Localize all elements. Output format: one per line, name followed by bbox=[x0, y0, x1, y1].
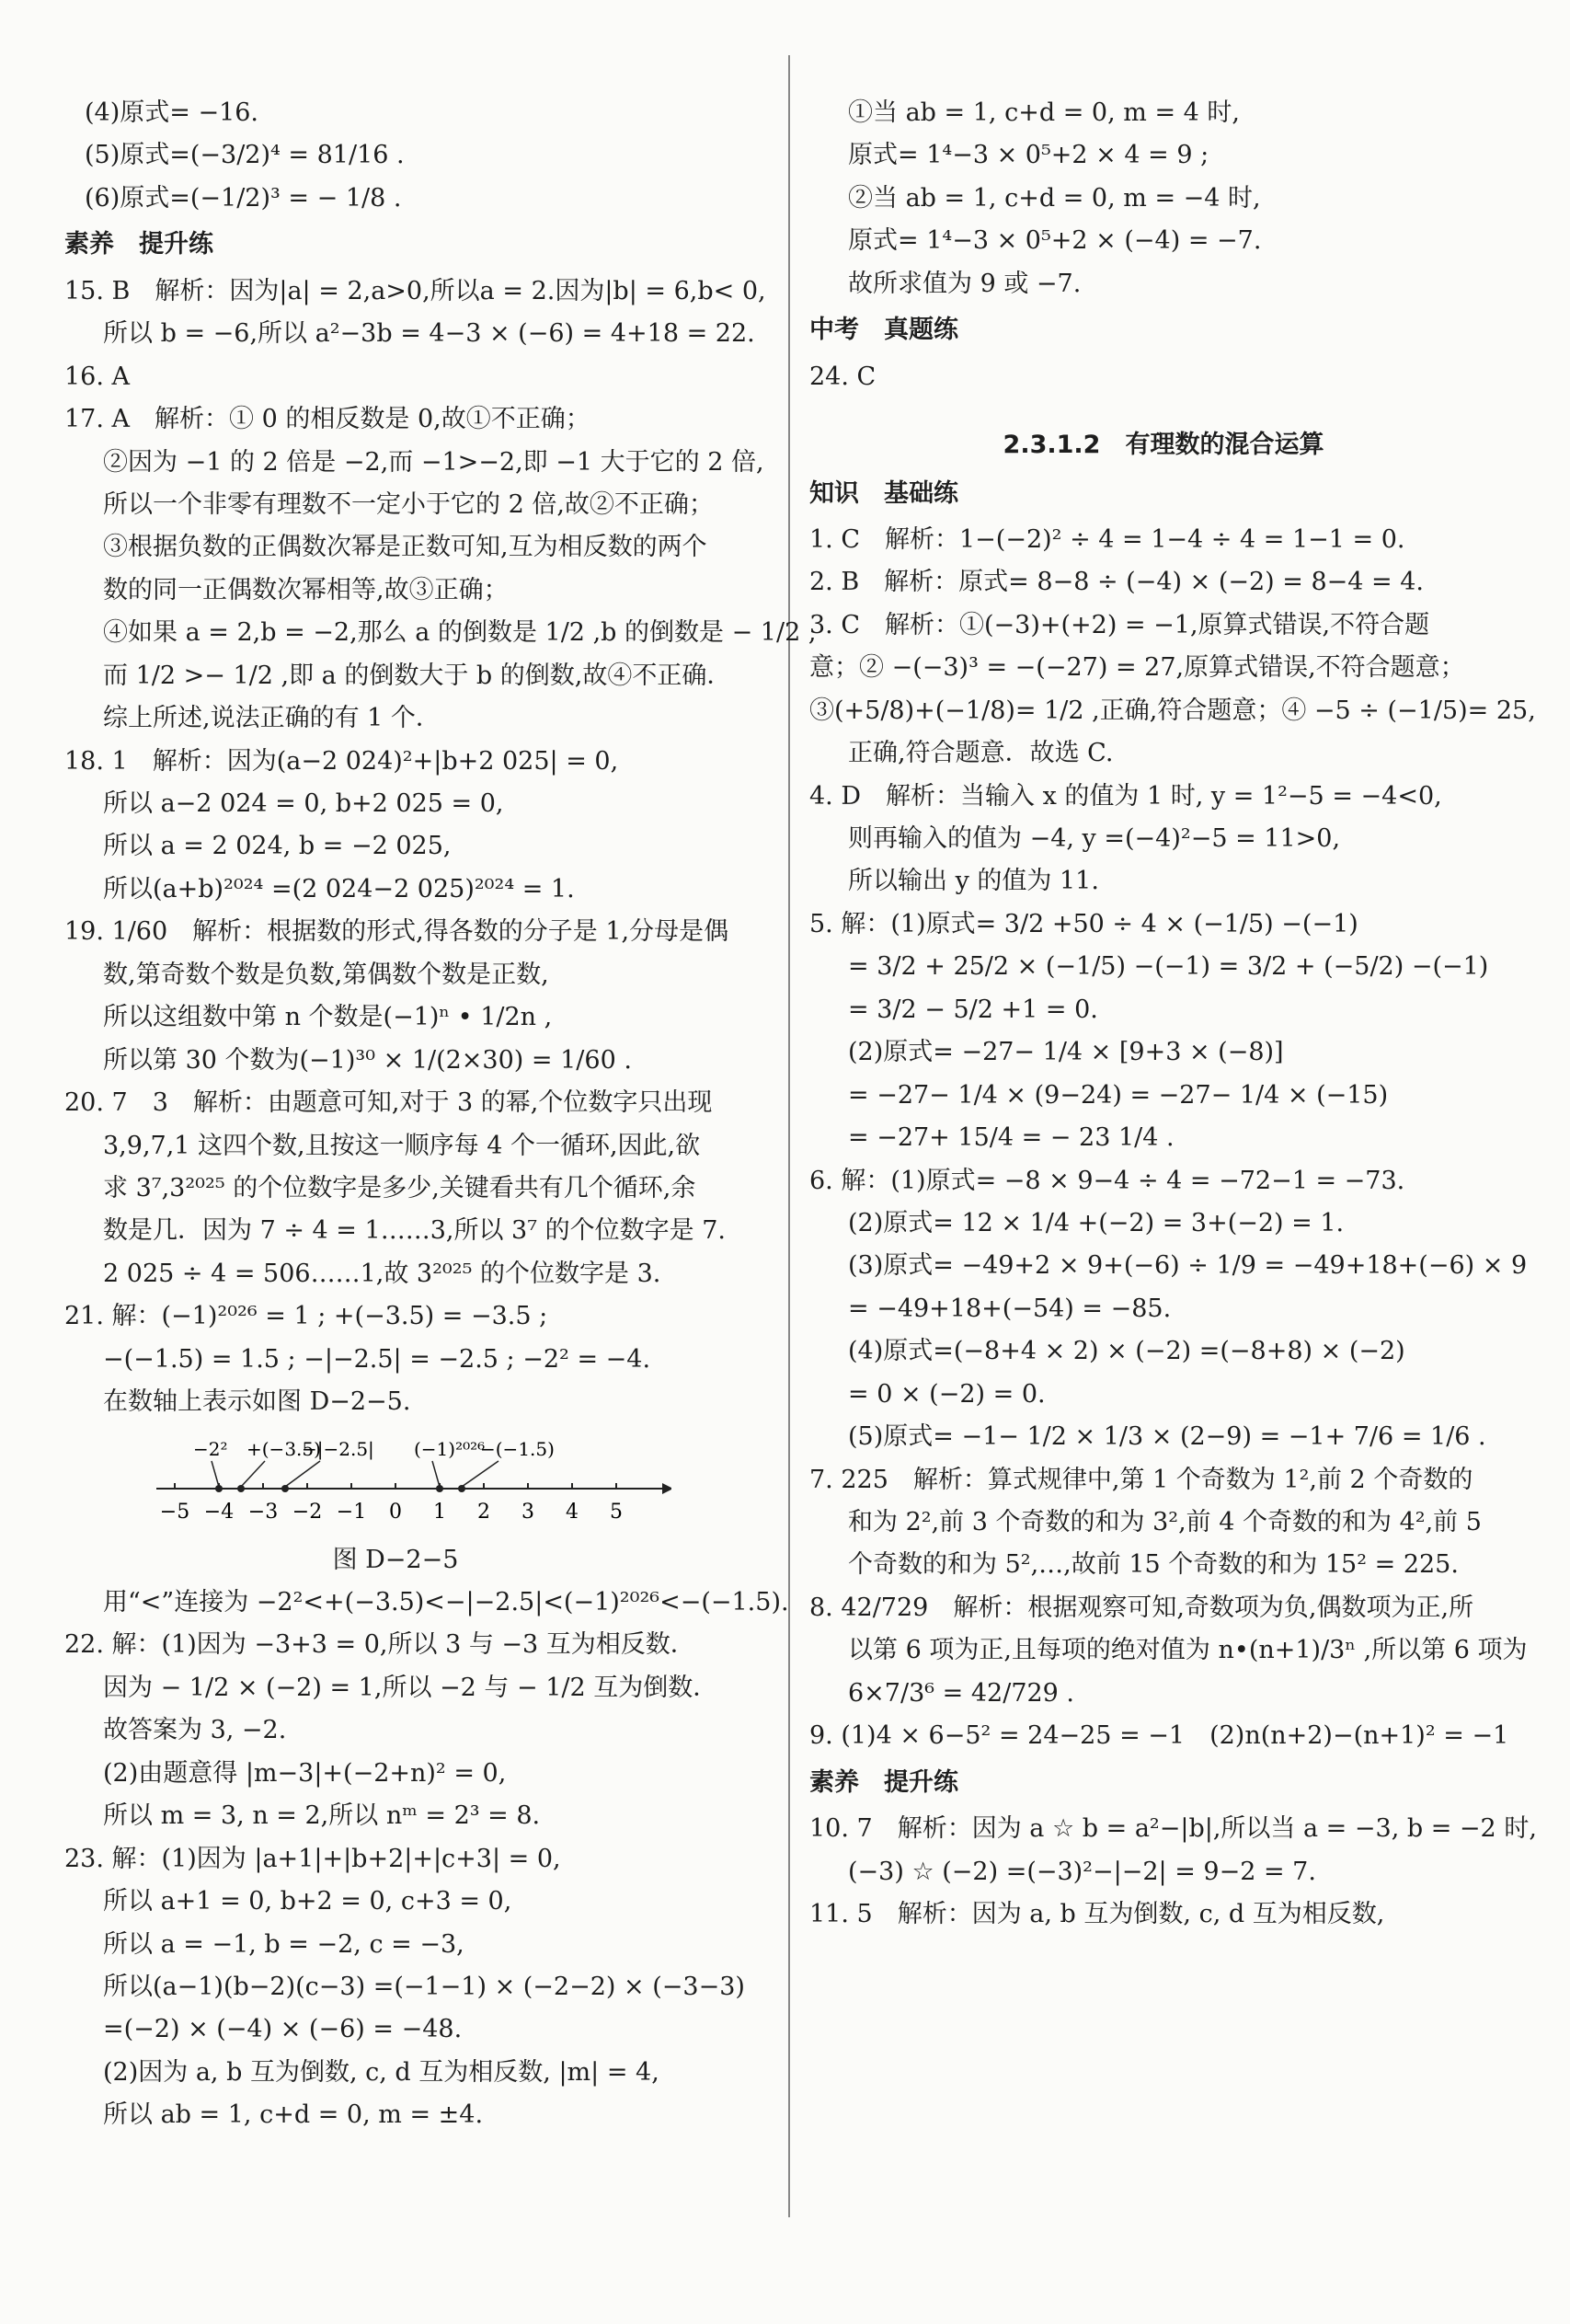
left-line: 数的同一正偶数次幂相等,故③正确； bbox=[103, 575, 509, 604]
right-line: (2)原式= −27− 1/4 × [9+3 × (−8)] bbox=[848, 1038, 1284, 1067]
right-line: = 3/2 + 25/2 × (−1/5) −(−1) = 3/2 + (−5/2) −(−1) bbox=[848, 952, 1489, 982]
left-line: 所以 a−2 024 = 0, b+2 025 = 0, bbox=[103, 789, 504, 818]
left-line: 所以 a = 2 024, b = −2 025, bbox=[103, 832, 452, 861]
column-divider bbox=[788, 55, 790, 2217]
right-column bbox=[809, 92, 1537, 1936]
tick-label: 0 bbox=[389, 1500, 402, 1524]
left-line: (4)原式= −16. bbox=[85, 98, 259, 127]
point-leader bbox=[212, 1461, 219, 1487]
right-line: 原式= 1⁴−3 × 0⁵+2 × (−4) = −7. bbox=[848, 226, 1262, 256]
left-line: 18. 1 解析：因为(a−2 024)²+|b+2 025| = 0, bbox=[64, 746, 619, 776]
axis-arrow bbox=[662, 1483, 671, 1494]
right-line: 8. 42/729 解析：根据观察可知,奇数项为负,偶数项为正,所 bbox=[809, 1593, 1474, 1622]
tick-label: −1 bbox=[336, 1500, 367, 1524]
tick-label: 1 bbox=[433, 1500, 446, 1524]
right-line: 4. D 解析：当输入 x 的值为 1 时, y = 1²−5 = −4<0, bbox=[809, 781, 1442, 811]
left-line: 综上所述,说法正确的有 1 个． bbox=[103, 704, 441, 733]
right-line: ②当 ab = 1, c+d = 0, m = −4 时, bbox=[848, 183, 1261, 213]
left-line: 所以 b = −6,所以 a²−3b = 4−3 × (−6) = 4+18 = 22. bbox=[103, 319, 755, 349]
left-line: 17. A 解析：① 0 的相反数是 0,故①不正确； bbox=[64, 405, 590, 434]
left-line: 所以 m = 3, n = 2,所以 nᵐ = 2³ = 8. bbox=[103, 1801, 541, 1831]
left-line: 因为 − 1/2 × (−2) = 1,所以 −2 与 − 1/2 互为倒数． bbox=[103, 1673, 718, 1702]
left-line: 所以(a+b)²⁰²⁴ =(2 024−2 025)²⁰²⁴ = 1. bbox=[103, 874, 575, 903]
right-line: (3)原式= −49+2 × 9+(−6) ÷ 1/9 = −49+18+(−6) × 9 bbox=[848, 1251, 1528, 1281]
left-line: 20. 7 3 解析：由题意可知,对于 3 的幂,个位数字只出现 bbox=[64, 1088, 713, 1118]
left-line: 求 3⁷,3²⁰²⁵ 的个位数字是多少,关键看共有几个循环,余 bbox=[103, 1173, 696, 1202]
point-label: −(−1.5) bbox=[480, 1437, 555, 1460]
point-label: −2² bbox=[193, 1437, 228, 1460]
right-line: (−3) ☆ (−2) =(−3)²−|−2| = 9−2 = 7. bbox=[848, 1857, 1316, 1886]
left-line: 故答案为 3, −2. bbox=[103, 1716, 287, 1745]
point-leader bbox=[241, 1461, 265, 1487]
right-line: 则再输入的值为 −4, y =(−4)²−5 = 11>0, bbox=[848, 824, 1341, 853]
right-line: 6. 解：(1)原式= −8 × 9−4 ÷ 4 = −72−1 = −73. bbox=[809, 1166, 1405, 1195]
left-line: 素养 提升练 bbox=[64, 230, 213, 259]
left-text-block-2 bbox=[64, 1582, 789, 2137]
number-line bbox=[138, 1432, 671, 1533]
right-line: 10. 7 解析：因为 a ☆ b = a²−|b|,所以当 a = −3, b = −2 时, bbox=[809, 1814, 1537, 1844]
number-line-figure bbox=[64, 1424, 773, 1582]
right-line: = −27+ 15/4 = − 23 1/4 . bbox=[848, 1123, 1175, 1153]
left-line: 数,第奇数个数是负数,第偶数个数是正数, bbox=[103, 960, 549, 989]
left-line: 23. 解：(1)因为 |a+1|+|b+2|+|c+3| = 0, bbox=[64, 1844, 561, 1873]
point-leader bbox=[285, 1461, 320, 1487]
right-line: 11. 5 解析：因为 a, b 互为倒数, c, d 互为相反数, bbox=[809, 1899, 1385, 1928]
left-text-block bbox=[64, 92, 817, 1424]
figure-caption: 图 D−2−5 bbox=[332, 1545, 459, 1574]
right-line: 6×7/3⁶ = 42/729 . bbox=[848, 1678, 1075, 1708]
right-line: 意；② −(−3)³ = −(−27) = 27,原算式错误,不符合题意； bbox=[809, 653, 1465, 683]
right-line: (5)原式= −1− 1/2 × 1/3 × (2−9) = −1+ 7/6 = 1/6 . bbox=[848, 1422, 1486, 1452]
right-line: 和为 2²,前 3 个奇数的和为 3²,前 4 个奇数的和为 4²,前 5 bbox=[848, 1508, 1482, 1536]
left-line: 所以第 30 个数为(−1)³⁰ × 1/(2×30) = 1/60 . bbox=[103, 1045, 632, 1075]
right-line: ③(+5/8)+(−1/8)= 1/2 ,正确,符合题意；④ −5 ÷ (−1/5)= 25, bbox=[809, 696, 1536, 725]
left-line: =(−2) × (−4) × (−6) = −48. bbox=[103, 2015, 463, 2044]
tick-label: 3 bbox=[521, 1500, 534, 1524]
right-line: = 0 × (−2) = 0. bbox=[848, 1379, 1046, 1409]
left-line: 所以 ab = 1, c+d = 0, m = ±4. bbox=[103, 2100, 484, 2130]
left-line: (2)因为 a, b 互为倒数, c, d 互为相反数, |m| = 4, bbox=[103, 2057, 659, 2087]
tick-label: −2 bbox=[292, 1500, 323, 1524]
right-line: (4)原式=(−8+4 × 2) × (−2) =(−8+8) × (−2) bbox=[848, 1337, 1405, 1366]
left-line: 所以(a−1)(b−2)(c−3) =(−1−1) × (−2−2) × (−3−3) bbox=[103, 1972, 745, 2001]
right-line: 以第 6 项为正,且每项的绝对值为 n•(n+1)/3ⁿ ,所以第 6 项为 bbox=[848, 1636, 1528, 1665]
right-line: 原式= 1⁴−3 × 0⁵+2 × 4 = 9 ; bbox=[848, 141, 1209, 170]
left-line: 数是几．因为 7 ÷ 4 = 1……3,所以 3⁷ 的个位数字是 7. bbox=[103, 1216, 726, 1246]
left-line: ④如果 a = 2,b = −2,那么 a 的倒数是 1/2 ,b 的倒数是 − 1/2 , bbox=[103, 618, 817, 648]
right-line: 2. B 解析：原式= 8−8 ÷ (−4) × (−2) = 8−4 = 4. bbox=[809, 568, 1424, 597]
point-leader bbox=[462, 1461, 499, 1487]
right-line: = −27− 1/4 × (9−24) = −27− 1/4 × (−15) bbox=[848, 1080, 1389, 1110]
right-line: 1. C 解析：1−(−2)² ÷ 4 = 1−4 ÷ 4 = 1−1 = 0. bbox=[809, 524, 1405, 554]
tick-label: 5 bbox=[610, 1500, 623, 1524]
left-line: 在数轴上表示如图 D−2−5. bbox=[103, 1387, 411, 1417]
left-line: 2 025 ÷ 4 = 506……1,故 3²⁰²⁵ 的个位数字是 3. bbox=[103, 1259, 661, 1288]
tick-label: 2 bbox=[477, 1500, 490, 1524]
tick-label: −3 bbox=[247, 1500, 279, 1524]
left-column bbox=[64, 92, 817, 2137]
left-line: ③根据负数的正偶数次幂是正数可知,互为相反数的两个 bbox=[103, 533, 707, 562]
tick-label: −5 bbox=[159, 1500, 190, 1524]
right-line: 知识 基础练 bbox=[809, 478, 958, 508]
left-line: −(−1.5) = 1.5 ; −|−2.5| = −2.5 ; −2² = −4. bbox=[103, 1344, 651, 1374]
left-line: 所以一个非零有理数不一定小于它的 2 倍,故②不正确； bbox=[103, 489, 714, 519]
right-line: 24. C bbox=[809, 362, 877, 391]
left-line: 用“<”连接为 −2²<+(−3.5)<−|−2.5|<(−1)²⁰²⁶<−(−1.5). bbox=[103, 1588, 789, 1616]
point-label: (−1)²⁰²⁶ bbox=[414, 1437, 486, 1460]
right-line: 5. 解：(1)原式= 3/2 +50 ÷ 4 × (−1/5) −(−1) bbox=[809, 909, 1358, 938]
point-label: −|−2.5| bbox=[302, 1437, 374, 1460]
left-line: 3,9,7,1 这四个数,且按这一顺序每 4 个一循环,因此,欲 bbox=[103, 1131, 701, 1160]
right-line: = −49+18+(−54) = −85. bbox=[848, 1294, 1172, 1323]
left-line: 16. A bbox=[64, 362, 131, 391]
tick-label: −4 bbox=[203, 1500, 235, 1524]
left-line: 所以 a = −1, b = −2, c = −3, bbox=[103, 1929, 464, 1959]
left-line: ②因为 −1 的 2 倍是 −2,而 −1>−2,即 −1 大于它的 2 倍, bbox=[103, 447, 764, 477]
tick-label: 4 bbox=[566, 1500, 579, 1524]
left-line: 而 1/2 >− 1/2 ,即 a 的倒数大于 b 的倒数,故④不正确． bbox=[103, 661, 732, 690]
right-line: 2.3.1.2 有理数的混合运算 bbox=[1003, 431, 1324, 460]
left-line: 所以 a+1 = 0, b+2 = 0, c+3 = 0, bbox=[103, 1887, 512, 1916]
left-line: 19. 1/60 解析：根据数的形式,得各数的分子是 1,分母是偶 bbox=[64, 917, 729, 947]
left-line: 15. B 解析：因为|a| = 2,a>0,所以a = 2.因为|b| = 6,b< 0, bbox=[64, 276, 766, 305]
right-line: = 3/2 − 5/2 +1 = 0. bbox=[848, 995, 1098, 1024]
right-line: 3. C 解析：①(−3)+(+2) = −1,原算式错误,不符合题 bbox=[809, 610, 1430, 639]
right-line: 正确,符合题意．故选 C. bbox=[848, 739, 1114, 768]
point-label: +(−3.5) bbox=[246, 1437, 321, 1460]
right-line: 个奇数的和为 5²,…,故前 15 个奇数的和为 15² = 225. bbox=[848, 1550, 1459, 1580]
right-line: 素养 提升练 bbox=[809, 1767, 958, 1797]
right-line: ①当 ab = 1, c+d = 0, m = 4 时, bbox=[848, 98, 1240, 127]
left-line: (5)原式=(−3/2)⁴ = 81/16 . bbox=[85, 141, 405, 170]
right-line: 7. 225 解析：算式规律中,第 1 个奇数为 1²,前 2 个奇数的 bbox=[809, 1465, 1473, 1494]
right-line: 中考 真题练 bbox=[809, 316, 958, 345]
right-line: 所以输出 y 的值为 11. bbox=[848, 867, 1099, 896]
point-leader bbox=[432, 1461, 440, 1487]
right-line: 故所求值为 9 或 −7. bbox=[848, 269, 1082, 298]
left-line: (2)由题意得 |m−3|+(−2+n)² = 0, bbox=[103, 1758, 507, 1788]
left-line: 所以这组数中第 n 个数是(−1)ⁿ • 1/2n , bbox=[103, 1003, 553, 1032]
right-line: (2)原式= 12 × 1/4 +(−2) = 3+(−2) = 1. bbox=[848, 1208, 1345, 1237]
left-line: 21. 解：(−1)²⁰²⁶ = 1 ; +(−3.5) = −3.5 ; bbox=[64, 1302, 548, 1331]
right-line: 9. (1)4 × 6−5² = 24−25 = −1 (2)n(n+2)−(n+1)² = −1 bbox=[809, 1721, 1509, 1751]
left-line: (6)原式=(−1/2)³ = − 1/8 . bbox=[85, 183, 402, 213]
left-line: 22. 解：(1)因为 −3+3 = 0,所以 3 与 −3 互为相反数． bbox=[64, 1630, 695, 1660]
